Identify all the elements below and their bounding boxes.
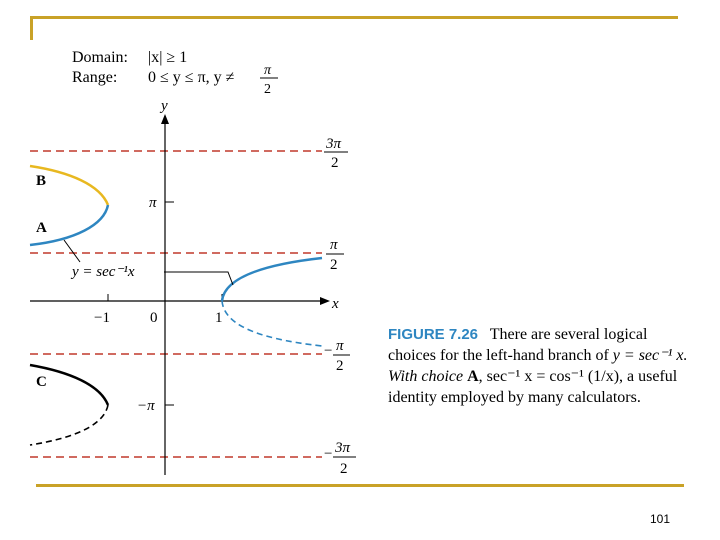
x-axis-arrow [320,297,330,305]
label-pi: π [149,195,157,211]
label-neg-pi2-den: 2 [336,358,344,374]
label-pi2-num: π [330,237,338,253]
range-label: Range: [72,69,118,86]
caption-text-2: y = sec⁻¹ x. With choice [388,347,688,385]
right-branch-curve [222,258,322,301]
range-frac-den: 2 [264,82,271,97]
label-neg-3pi2-num: 3π [335,440,351,456]
branch-c-dashed [30,405,108,445]
curve-leader-left [64,240,80,262]
label-neg-3pi2-den: 2 [340,461,348,477]
caption-choice: A [467,368,479,385]
y-axis-arrow [161,114,169,124]
domain-value: |x| ≥ 1 [148,49,188,66]
label-3pi2-num: 3π [326,136,342,152]
domain-label: Domain: [72,49,128,66]
tick-label-0: 0 [150,310,158,326]
label-pi2-den: 2 [330,257,338,273]
range-value: 0 ≤ y ≤ π, y ≠ [148,69,235,86]
label-3pi2-den: 2 [331,155,339,171]
label-neg-3pi2-minus: − [324,446,333,462]
branch-a-label: A [36,220,47,236]
label-neg-pi2-minus: − [324,343,333,359]
x-axis-label: x [332,296,339,312]
curve-label: y = sec⁻¹x [72,264,135,280]
branch-b-label: B [36,173,47,189]
tick-label-neg1: −1 [94,310,110,326]
label-neg-pi2-num: π [336,338,344,354]
range-frac-num: π [264,63,272,78]
label-neg-pi: −π [137,398,155,414]
branch-c-label: C [36,374,47,390]
right-branch-dashed [222,301,322,346]
figure-label: FIGURE 7.26 [388,326,479,343]
y-axis-label: y [161,98,168,114]
page-number: 101 [650,512,671,526]
curve-leader-right [164,272,233,285]
caption-text-1: There are several logical choices for the left-hand branch of [388,326,648,364]
caption-text-3: , [478,368,483,385]
figure-caption [388,324,688,408]
caption-text-4: sec⁻¹ x = cos⁻¹ (1/x), a useful identity employed by many calculators. [388,368,678,406]
tick-label-1: 1 [215,310,223,326]
